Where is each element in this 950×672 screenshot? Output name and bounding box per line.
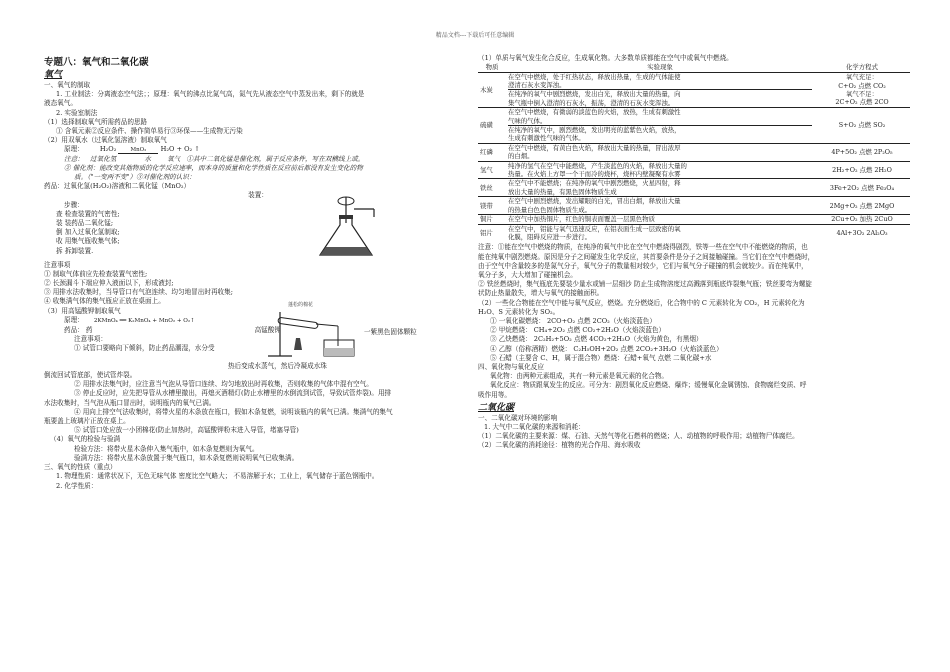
phenomenon-line: 纯净的氢气在空气中能燃烧，产生淡蓝色的火焰，释放出大量的 — [508, 161, 687, 170]
phenomenon-line: 生成有刺激性气味的气体。 — [508, 134, 585, 143]
text-line: ③ 用排水法收集时，当导管口有气泡连续、均匀地冒出时再收集; — [44, 288, 233, 297]
equation-cell — [814, 72, 910, 108]
substance-cell: 铜片 — [478, 215, 506, 224]
note-line: 由于空气中含量较多的是氮气分子，氧气分子的数量相对较少，它们与氧气分子碰撞的机会就较少。而在纯氧中， — [478, 261, 808, 270]
table-row — [478, 108, 910, 144]
text-line: ② 催化剂：能改变其他物质的化学反应速率，而本身的质量和化学性质在反应前后都没有发生变化的物 — [64, 163, 363, 172]
phenomenon-line: 的白烟。 — [508, 152, 534, 161]
steps-label: 步骤： — [64, 200, 84, 209]
co2-line: （2）二氧化碳的消耗途径：植物的光合作用、海水吸收 — [478, 441, 641, 450]
table-row — [478, 215, 910, 224]
steps-block — [44, 201, 472, 261]
kmno4-equation: 2KMnO₄ ══ K₂MnO₄ + MnO₂ + O₂↑ — [93, 317, 195, 324]
text-line: 水法收集时，当气泡从瓶口冒出时，说明瓶内的氧气已满。 — [44, 398, 216, 407]
equation-cell — [814, 179, 910, 197]
text-line: ⑤ 试管口处应放一小团棉花(防止加热时，高锰酸钾粉末进入导管，堵塞导管) — [74, 426, 299, 435]
phenomenon-line: 化膜，阻碍反应进一步进行。 — [508, 232, 592, 241]
phenomenon-line: 的热量白色色固体物质生成。 — [508, 205, 592, 214]
co2-line: （1）二氧化碳的主要来源：煤、石油、天然气等化石燃料的燃烧；人、动植物的呼吸作用；动植物尸体腐烂。 — [478, 432, 799, 441]
equation-reactant: H₂O₂ — [99, 145, 117, 154]
step-check: 查 检查装置的气密性; — [56, 209, 120, 218]
name-oxygen: 氧气 — [167, 154, 181, 163]
note-line: 四、氧化物与氧化反应 — [478, 362, 544, 371]
note-line: 氧化物：由两种元素组成，其有一种元素是氧元素的化合物。 — [490, 372, 669, 381]
note-line: ① 一氧化碳燃烧： 2CO+O₂ 点燃 2CO₂（火焰淡蓝色） — [490, 316, 656, 325]
reagent-label: 药品： 药 — [64, 326, 93, 335]
phenomenon-line: 热量。在火焰上方罩一个干而冷的烧杯，烧杯内壁凝聚有水雾 — [508, 170, 681, 179]
text-line: 药品：过氧化氢(H₂O₂)溶液和二氧化锰（MnO₂） — [44, 182, 191, 191]
text-line: （1）选择制取氧气所需药品的思路 — [44, 117, 148, 126]
note-line: ② 甲烷燃烧： CH₄+2O₂ 点燃 CO₂+2H₂O（火焰淡蓝色） — [490, 326, 666, 335]
note-line: 状防止热量散失，增大与氧气的接触面积。 — [478, 289, 604, 298]
text-line: 注意事项： — [74, 335, 107, 344]
equation-cell — [814, 161, 910, 179]
phenomenon-line: 在空气中燃烧，有黄白色火焰，释放出大量的热量，冒出浓厚 — [508, 143, 681, 152]
text-line: （3）用高锰酸钾制取氧气 — [44, 306, 121, 315]
text-line: 一、氧气的制取 — [44, 81, 91, 89]
text-line: 瓶要盖上玻璃片正放在桌上。 — [44, 417, 130, 426]
note-line: ② 铁丝燃烧时，集气瓶底先要装少量水或铺一层细沙 防止生成物溶度过高溅落到瓶底炸裂集气瓶；铁丝要弯为螺旋 — [478, 280, 812, 289]
text-line: （4）氧气的检验与验满 — [50, 435, 121, 444]
phenomenon-cell — [506, 108, 814, 144]
table-row — [478, 143, 910, 161]
substance-cell: 红磷 — [478, 143, 506, 161]
equation-line: 4Al+3O₂ 2Al₂O₃ — [836, 228, 888, 237]
note-line: （2）一些化合物能在空气中能与氧气反应，燃烧。充分燃烧后，化合物中的 C 元素转化为 CO₂，H 元素转化为 — [478, 298, 805, 307]
co2-heading: 二氧化碳 — [478, 402, 515, 413]
text-line: ② 长颈漏斗下端应伸入液面以下，形成液封; — [44, 279, 174, 288]
phenomenon-line: 气味的气体。 — [508, 116, 547, 125]
equation-line: 4P+5O₂ 点燃 2P₂O₅ — [831, 148, 893, 157]
name-h2o2: 过氧化氢 — [89, 154, 117, 163]
col-substance: 物质 — [485, 63, 499, 72]
equation-line: 2Cu+O₂ 加热 2CuO — [831, 215, 893, 224]
phenomenon-line: 在空气中不能燃烧；在纯净的氧气中剧烈燃烧，火星四射，释 — [508, 179, 681, 188]
right-column — [478, 54, 910, 451]
equation-line: 2C+O₂ 点燃 2CO — [835, 98, 889, 107]
text-line — [44, 362, 472, 371]
substance-cell: 铝片 — [478, 224, 506, 241]
equation-line: 氧气不足： — [846, 89, 878, 98]
topic-title: 专题八：氧气和二氧化碳 — [44, 57, 149, 68]
catalyst-note: ①其中二氧化锰是催化剂，属于反应条件，写在双横线上或。 — [186, 154, 365, 163]
note-line: ③ 乙炔燃烧： 2C₂H₂+5O₂ 点燃 4CO₂+2H₂O（火焰为黄色，有黑烟） — [490, 335, 703, 344]
text-line: 1. 工业制法：分离液态空气法；；原理：氧气的沸点比氮气高，氮气先从液态空气中蒸发出来，剩下的就是 — [56, 90, 365, 99]
text-line: ④ 收集满气体的集气瓶应正放在桌面上。 — [44, 297, 165, 306]
equation-line: 3Fe+2O₂ 点燃 Fe₃O₄ — [829, 183, 895, 192]
substance-cell: 氢气 — [478, 161, 506, 179]
combustion-table — [478, 63, 910, 241]
phenomenon-cell — [506, 224, 814, 241]
phenomenon-line: 在纯净的氧气中，剧烈燃烧，发出明亮的蓝紫色火焰，放热， — [508, 125, 812, 134]
phenomenon-line: 集气瓶中倒入澄清的石灰水，振荡，澄清的石灰水变浑浊。 — [508, 98, 675, 107]
phenomenon-line: 在空气中剧烈燃烧，发出耀眼的白光，冒出白烟，释放出大量 — [508, 197, 681, 206]
phenomenon-line: 在纯净的氧气中剧烈燃烧，发出白光，释放出大量的热量，向 — [508, 89, 812, 98]
phenomenon-line: 在空气中加热铜片，红色的铜表面覆盖一层黑色物质 — [508, 215, 655, 224]
substance-cell: 镁带 — [478, 197, 506, 215]
co2-line: 1. 大气中二氧化碳的来源和消耗： — [484, 422, 585, 431]
text-line: ① 制取气体前应先检查装置气密性; — [44, 269, 148, 278]
principle-label: 原理： — [64, 315, 84, 324]
reagent-name: 高锰酸钾 — [254, 326, 281, 335]
text-line: 验满方法：将带火星木条放置于集气瓶口，如木条复燃则说明氧气已收集满。 — [74, 453, 299, 462]
cotton-label: 蓬松的棉花 — [288, 301, 314, 308]
text-line: 2. 化学性质： — [56, 481, 98, 490]
col-phenomenon: 实验现象 — [647, 63, 673, 72]
substance-cell: 铁丝 — [478, 179, 506, 197]
co2-line: 一、二氧化碳对环境的影响 — [478, 413, 558, 422]
device-label: 装置： — [248, 191, 268, 200]
note-line: 能在纯氧中剧烈燃烧。原因是分子之间碰发生化学反应，其首要条件是分子之间接触碰撞。当它们在空气中燃烧时， — [478, 252, 815, 261]
step-collect: 收 用集气瓶收集气体; — [56, 237, 120, 246]
note-line: 氧分子多，大大增加了碰撞机会。 — [478, 270, 577, 279]
phenomenon-line: 放出大量的热量，有黑色固体物质生成 — [508, 187, 617, 196]
note-line: ④ 乙醇（俗称酒精）燃烧： C₂H₅OH+2O₂ 点燃 2CO₂+3H₂O（火焰淡蓝色） — [490, 344, 723, 353]
equation-catalyst: MnO₂ — [118, 147, 158, 154]
note-line: ⑤ 石蜡（主要含 C、H，属于混合物）燃烧：石蜡+氧气 点燃 二氧化碳+水 — [490, 353, 712, 362]
text-line: 三、氧气的性质（重点） — [44, 463, 117, 472]
note-label: 注意： — [64, 154, 84, 163]
notes-block — [478, 243, 910, 399]
table-row — [478, 197, 910, 215]
page-header: 精品文档---下载后可任意编辑 — [435, 32, 515, 39]
equation-line: C+O₂ 点燃 CO₂ — [838, 81, 886, 90]
equation-line: 氧气充足： — [846, 73, 878, 82]
phenomenon-line: 澄清石灰水变浑浊。 — [508, 81, 566, 90]
phenomenon-line: 在空气中，铝能与氧气迅速反应，在铝表面生成一层致密的氧 — [508, 224, 681, 233]
equation-line: 2H₂+O₂ 点燃 2H₂O — [832, 165, 892, 174]
purple-solid-label: 一紫黑色固体颗粒 — [364, 327, 417, 336]
phenomenon-cell — [506, 143, 814, 161]
table-row — [478, 224, 910, 241]
text-line: 2. 实验室制法 — [56, 108, 98, 117]
text-line: 注意事项 — [44, 260, 71, 269]
equation-products: H₂O + O₂ ↑ — [160, 145, 200, 154]
text-continued: 热后变成水蒸气，然后冷凝成水珠 — [228, 361, 327, 370]
co2-block — [478, 414, 910, 451]
phenomenon-cell — [506, 72, 814, 108]
step-dismantle: 拆 拆卸装置. — [56, 246, 94, 255]
col-equation: 化学方程式 — [846, 63, 878, 72]
text-line: ① 试管口要略向下倾斜，防止药品潮湿，水分受 — [74, 344, 215, 353]
text-line: ② 用排水法集气时，应注意当气泡从导管口连续、均匀地放出时再收集，否则收集的气体中混有空气。 — [74, 380, 373, 389]
phenomenon-cell — [506, 161, 814, 179]
step-load: 装 装药品二氧化锰; — [56, 219, 114, 228]
h2o2-flask-apparatus-image — [306, 195, 386, 263]
note-line: 氧化反应：物质跟氧发生的反应。可分为：剧烈氧化反应燃烧、爆炸；缓慢氧化金属锈蚀、食物腐烂变质、呼 — [490, 381, 807, 390]
oxygen-heading: 氧气 — [44, 70, 63, 80]
equation-cell — [814, 108, 910, 144]
phenomenon-cell — [506, 197, 814, 215]
text-line: 1. 物理性质：通常状况下，无色无味气体 密度比空气略大； 不易溶解于水；工业上，氧气储存于蓝色钢瓶中。 — [56, 472, 379, 481]
table-row — [478, 72, 910, 108]
text-line: 质。（"一变两不变"）③对催化剂的认识： — [74, 173, 196, 182]
note-line: 注意：①能在空气中燃烧的物质，在纯净的氧气中比在空气中燃烧得剧烈，铁等一些在空气中不能燃烧的物质，也 — [478, 243, 808, 252]
left-column — [44, 54, 472, 491]
table-row — [478, 161, 910, 179]
equation-cell — [814, 224, 910, 241]
reaction-intro: （1）单质与氧气发生化合反应，生成氧化物。大多数单质都能在空气中或氧气中燃烧。 — [478, 54, 733, 62]
step-pour: 倒 加入过氧化氢制取; — [56, 228, 120, 237]
equation-cell — [814, 197, 910, 215]
text-line: （2）用双氧水（过氧化氢溶液）制取氧气 — [44, 136, 167, 145]
text-line: ④ 用向上排空气法收集时，将带火星的木条放在瓶口，假如木条复燃，说明该瓶内的氧气已满。集满气的集气 — [74, 407, 393, 416]
note-line: 吸作用等。 — [478, 390, 511, 399]
substance-cell: 木炭 — [478, 72, 506, 108]
h2o2-note — [44, 155, 472, 164]
phenomenon-cell — [506, 179, 814, 197]
principle-label: 原理： — [64, 145, 84, 154]
name-water: 水 — [144, 154, 151, 163]
text-line: ③ 停止反应时，应先把导管从水槽里撤出，再熄灭酒精灯(防止水槽里的水倒流到试管，导致试管炸裂)。用排 — [74, 389, 392, 398]
text-line: 倒流回试管底部，使试管炸裂。 — [44, 371, 137, 380]
text-line: 检验方法：将带火星木条伸入集气瓶中，如木条复燃则为氧气。 — [74, 444, 259, 453]
note-line: H₂O、S 元素转化为 SO₂。 — [478, 307, 560, 316]
phenomenon-line: 在空气中燃烧，有微弱的淡蓝色的火焰，放热，生成有刺激性 — [508, 108, 681, 117]
text-line: ① 含氧元素②反应条件、操作简单易行③环保——生成物无污染 — [56, 127, 243, 136]
equation-line: S+O₂ 点燃 SO₂ — [838, 121, 886, 130]
kmno4-heating-apparatus-image — [258, 300, 358, 362]
equation-cell — [814, 143, 910, 161]
substance-cell: 硫磺 — [478, 108, 506, 144]
text-line: 液态氧气。 — [44, 99, 77, 108]
table-row — [478, 179, 910, 197]
h2o2-principle — [44, 145, 472, 154]
equation-cell — [814, 215, 910, 224]
phenomenon-cell — [506, 215, 814, 224]
table-header-row — [478, 63, 910, 72]
phenomenon-line: 在空气中燃烧，处于红热状态，释放出热量，生成的气体能使 — [508, 72, 681, 81]
equation-line: 2Mg+O₂ 点燃 2MgO — [829, 201, 895, 210]
